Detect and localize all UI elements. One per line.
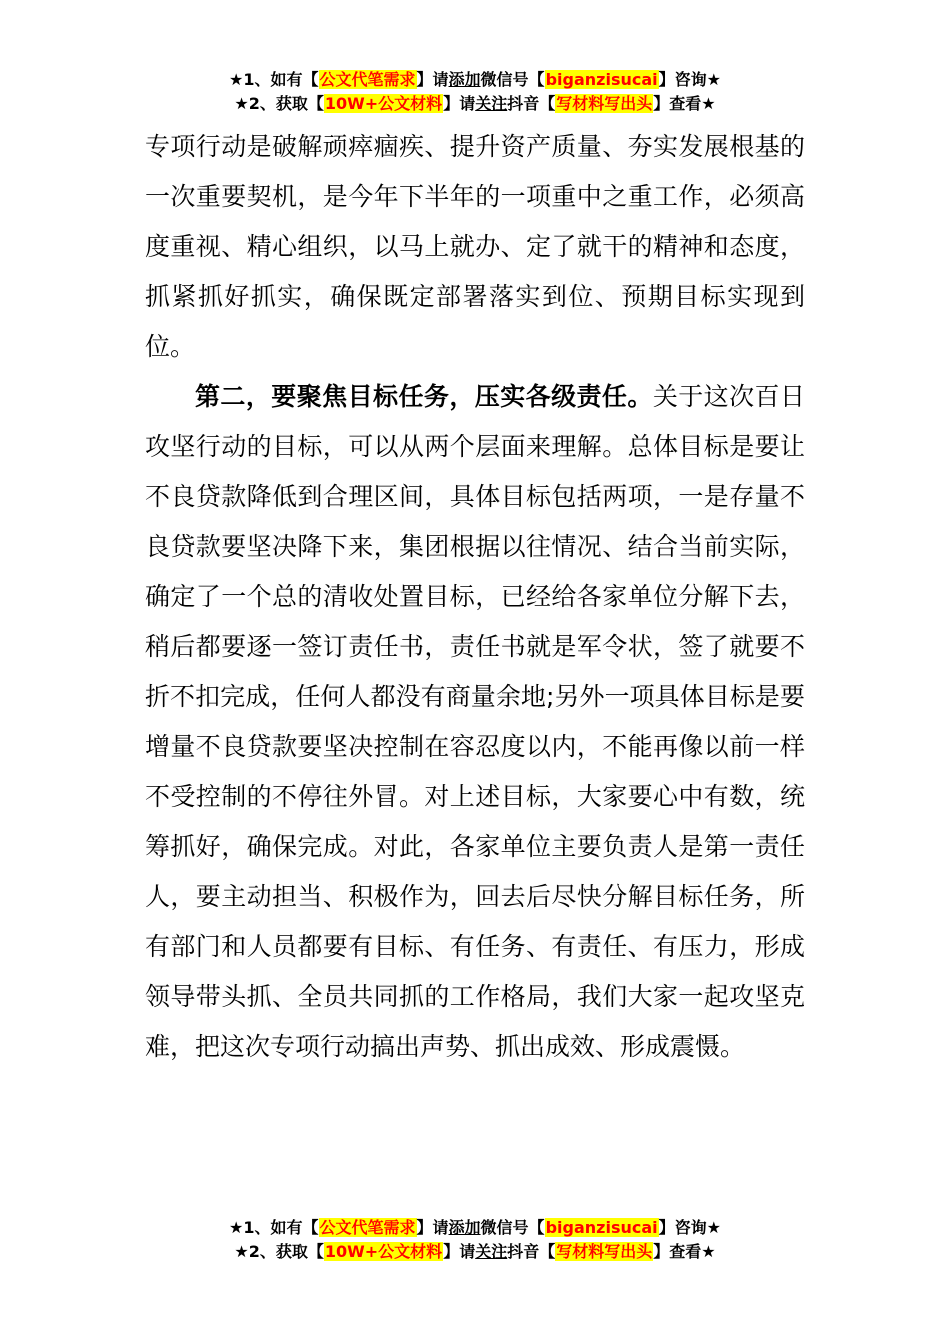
banner-highlight: biganzisucai [545, 1218, 658, 1237]
banner-text: 抖音【 [507, 94, 556, 113]
banner-highlight: 10W+公文材料 [324, 1242, 443, 1261]
banner-text: 】请 [443, 1242, 476, 1261]
paragraph-2-heading: 第二，要聚焦目标任务，压实各级责任。 [195, 382, 653, 411]
header-banner [0, 68, 950, 116]
banner-text: 微信号【 [480, 70, 545, 89]
banner-line-1 [0, 1216, 950, 1240]
footer-banner [0, 1216, 950, 1264]
banner-highlight: 写材料写出头 [556, 1242, 653, 1261]
banner-highlight: 写材料写出头 [556, 94, 653, 113]
banner-line-1 [0, 68, 950, 92]
banner-highlight: 10W+公文材料 [324, 94, 443, 113]
banner-underline-text: 添加 [448, 70, 481, 89]
paragraph-1: 专项行动是破解顽瘁痼疾、提升资产质量、夯实发展根基的一次重要契机，是今年下半年的一项重中之重工作，必须高度重视、精心组织，以马上就办、定了就干的精神和态度，抓紧抓好抓实，确保既定部署落实到位、预期目标实现到位。 [145, 132, 805, 361]
paragraph-2-text: 关于这次百日攻坚行动的目标，可以从两个层面来理解。总体目标是要让不良贷款降低到合理区间，具体目标包括两项，一是存量不良贷款要坚决降下来，集团根据以往情况、结合当前实际，确定了一个总的清收处置目标，已经给各家单位分解下去，稍后都要逐一签订责任书，责任书就是军令状，签了就要不折不扣完成，任何人都没有商量余地;另外一项具体目标是要增量不良贷款要坚决控制在容忍度以内，不能再像以前一样不受控制的不停往外冒。对上述目标，大家要心中有数，统筹抓好，确保完成。对此，各家单位主要负责人是第一责任人，要主动担当、积极作为，回去后尽快分解目标任务，所有部门和人员都要有目标、有任务、有责任、有压力，形成领导带头抓、全员共同抓的工作格局，我们大家一起攻坚克难，把这次专项行动搞出声势、抓出成效、形成震慑。 [145, 382, 805, 1061]
banner-highlight: 公文代笔需求 [319, 70, 416, 89]
banner-text: ★1、如有【 [229, 70, 319, 89]
banner-text: 抖音【 [507, 1242, 556, 1261]
banner-text: 】查看★ [653, 1242, 716, 1261]
banner-highlight: 公文代笔需求 [319, 1218, 416, 1237]
banner-underline-text: 关注 [475, 1242, 508, 1261]
banner-underline-text: 添加 [448, 1218, 481, 1237]
banner-underline-text: 关注 [475, 94, 508, 113]
banner-text: 】请 [443, 94, 476, 113]
banner-text: 微信号【 [480, 1218, 545, 1237]
banner-highlight: biganzisucai [545, 70, 658, 89]
banner-text: ★1、如有【 [229, 1218, 319, 1237]
banner-text: 】查看★ [653, 94, 716, 113]
banner-text: 】咨询★ [658, 70, 721, 89]
banner-text: ★2、获取【 [234, 94, 324, 113]
document-body [145, 122, 805, 1072]
banner-text: 】咨询★ [658, 1218, 721, 1237]
banner-text: ★2、获取【 [234, 1242, 324, 1261]
banner-text: 】请 [416, 1218, 449, 1237]
paragraph-2 [145, 372, 805, 1072]
banner-line-2 [0, 1240, 950, 1264]
banner-line-2 [0, 92, 950, 116]
banner-text: 】请 [416, 70, 449, 89]
